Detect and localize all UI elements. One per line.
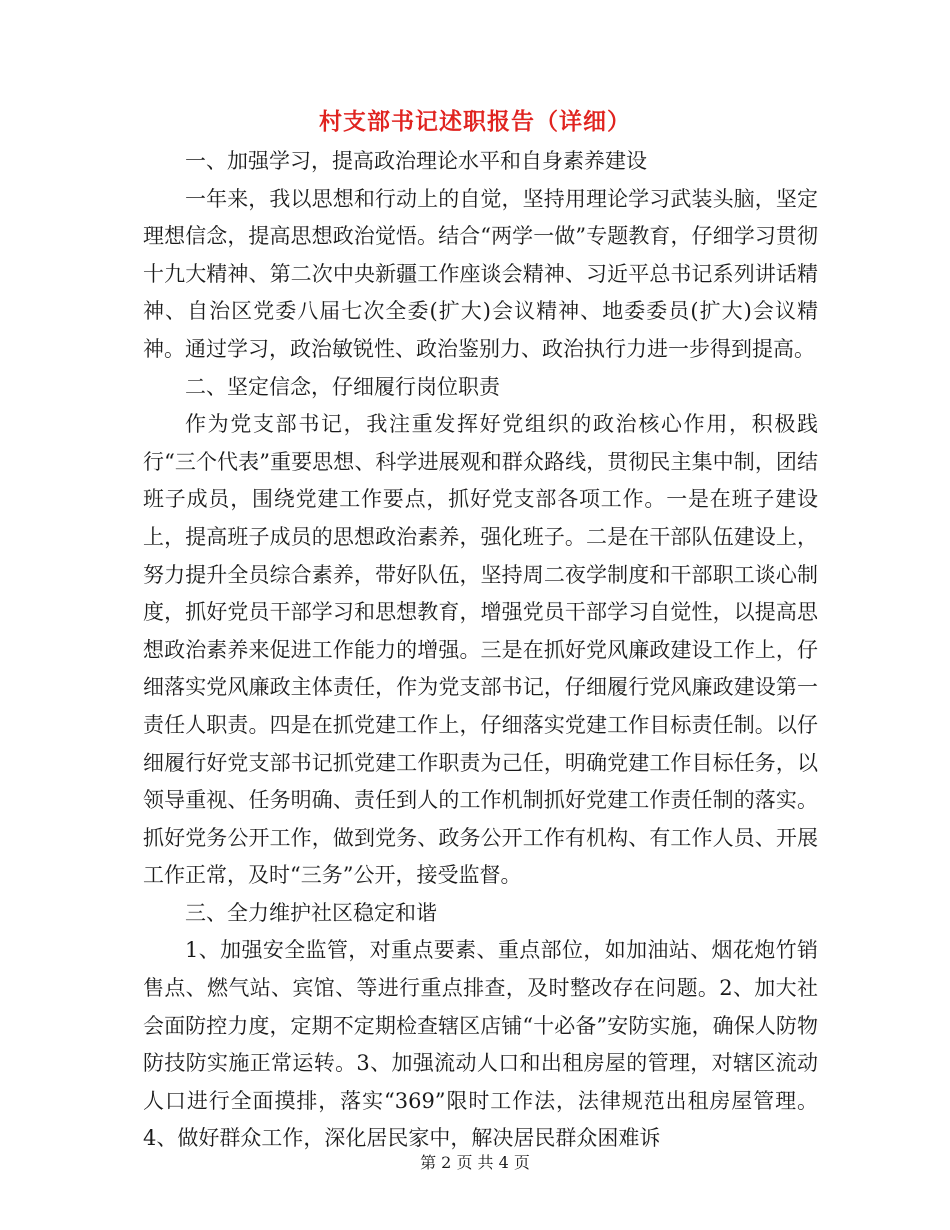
section-heading-3: 三、全力维护社区稳定和谐: [185, 900, 437, 925]
paragraph-2: 作为党支部书记，我注重发挥好党组织的政治核心作用，积极践行“三个代表”重要思想、科学进展观和群众路线，贯彻民主集中制，团结班子成员，围绕党建工作要点，抓好党支部各项工作。一是在班子建设上，提高班子成员的思想政治素养，强化班子。二是在干部队伍建设上，努力提升全员综合素养，带好队伍，坚持周二夜学制度和干部职工谈心制度，抓好党员干部学习和思想教育，增强党员干部学习自觉性，以提高思想政治素养来促进工作能力的增强。三是在抓好党风廉政建设工作上，仔细落实党风廉政主体责任，作为党支部书记，仔细履行党风廉政建设第一责任人职责。四是在抓党建工作上，仔细落实党建工作目标责任制。以仔细履行好党支部书记抓党建工作职责为己任，明确党建工作目标任务，以领导重视、任务明确、责任到人的工作机制抓好党建工作责任制的落实。抓好党务公开工作，做到党务、政务公开工作有机构、有工作人员、开展工作正常，及时“三务”公开，接受监督。: [143, 412, 818, 888]
paragraph-1: 一年来，我以思想和行动上的自觉，坚持用理论学习武装头脑，坚定理想信念，提高思想政治觉悟。结合“两学一做”专题教育，仔细学习贯彻十九大精神、第二次中央新疆工作座谈会精神、习近平总书记系列讲话精神、自治区党委八届七次全委(扩大)会议精神、地委委员(扩大)会议精神。通过学习，政治敏锐性、政治鉴别力、政治执行力进一步得到提高。: [143, 186, 818, 361]
document-body: [143, 143, 818, 1158]
section-heading-2: 二、坚定信念，仔细履行岗位职责: [185, 374, 500, 399]
document-title: 村支部书记述职报告（详细）: [319, 108, 631, 135]
page-footer: 第 2 页 共 4 页: [420, 1153, 530, 1172]
paragraph-3: 1、加强安全监管，对重点要素、重点部位，如加油站、烟花炮竹销售点、燃气站、宾馆、等进行重点排查，及时整改存在问题。2、加大社会面防控力度，定期不定期检查辖区店铺“十必备”安防实施，确保人防物防技防实施正常运转。3、加强流动人口和出租房屋的管理，对辖区流动人口进行全面摸排，落实“369”限时工作法，法律规范出租房屋管理。4、做好群众工作，深化居民家中，解决居民群众困难诉: [143, 938, 818, 1151]
section-heading-1: 一、加强学习，提高政治理论水平和自身素养建设: [185, 149, 647, 173]
